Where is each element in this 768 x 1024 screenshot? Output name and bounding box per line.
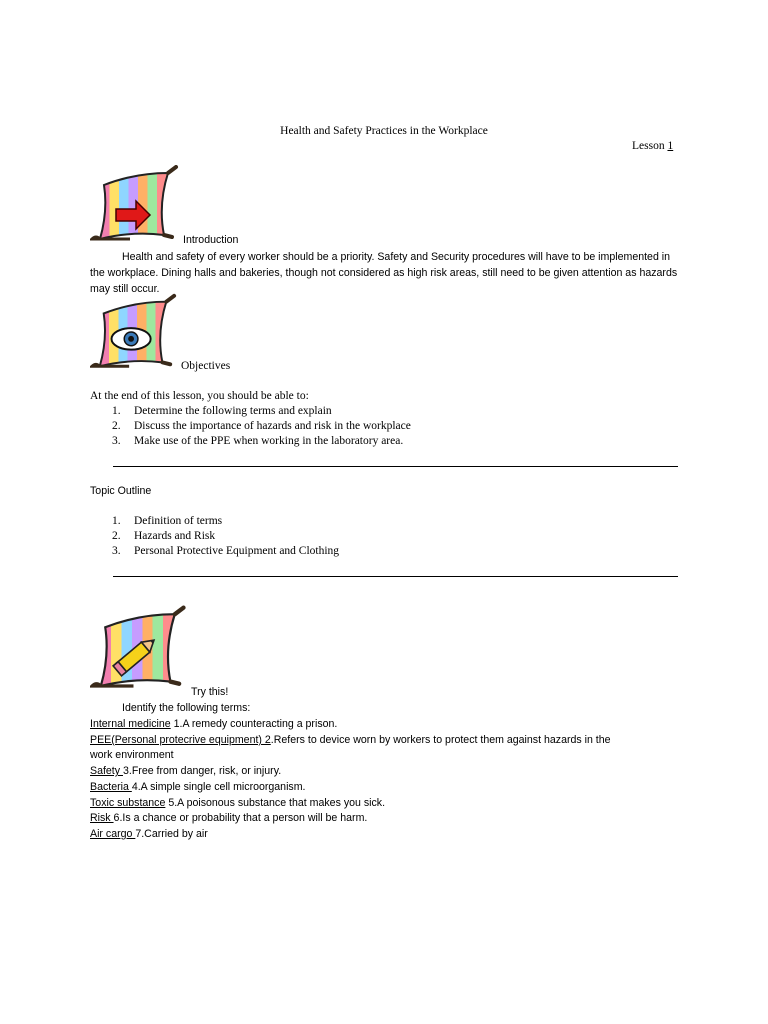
objectives-lead: At the end of this lesson, you should be able to: [90,390,309,402]
try-this-instruction: Identify the following terms: [122,702,251,714]
topic-text: Hazards and Risk [134,530,216,542]
term: Internal medicine [90,718,171,730]
topic-outline-list [90,514,339,559]
eye-icon [90,293,180,373]
objective-item: 2. Discuss the importance of hazards and risk in the workplace [112,420,411,432]
introduction-body: Health and safety of every worker should be a priority. Safety and Security procedures will have to be implemented in the workplace. Dining halls and bakeries, though not considered as high risk areas, still need to be given attention as hazards may still occur. [90,251,678,295]
term-line [90,717,337,733]
definition: 1.A remedy counteracting a prison. [170,718,338,730]
lesson-label [632,140,673,152]
term: Bacteria [90,781,132,793]
pencil-icon [90,603,190,695]
definition: work environment [90,749,174,761]
definition: .Refers to device worn by workers to protect them against hazards in the [270,734,611,746]
term: Toxic substance [90,797,166,809]
definition: 4.A simple single cell microorganism. [131,781,306,793]
definition: 7.Carried by air [135,828,208,840]
term: Safety [90,765,123,777]
term-line [90,748,174,764]
topic-item: 1. Definition of terms [112,515,223,527]
lesson-number: 1 [667,140,674,152]
term-line [90,780,306,796]
definition: 5.A poisonous substance that makes you sick. [165,797,386,809]
definition: 3.Free from danger, risk, or injury. [122,765,282,777]
objective-text: Determine the following terms and explain [134,405,332,417]
topic-outline-heading: Topic Outline [90,485,152,497]
divider [113,576,678,577]
term: PEE(Personal protecrive equipment) 2 [90,734,271,746]
objectives-heading: Objectives [181,360,231,372]
topic-text: Definition of terms [134,515,223,527]
objective-item: 1. Determine the following terms and explain [112,405,332,417]
term-line [90,733,611,749]
objective-text: Discuss the importance of hazards and risk in the workplace [134,420,411,432]
term-line [90,811,367,827]
objectives-list [90,404,411,449]
objective-item: 3. Make use of the PPE when working in the laboratory area. [112,435,404,447]
topic-text: Personal Protective Equipment and Clothing [134,545,340,557]
topic-item: 2. Hazards and Risk [112,530,216,542]
try-this-heading: Try this! [191,686,229,698]
term: Air cargo [90,828,136,840]
introduction-heading: Introduction [183,234,239,246]
term: Risk [90,812,114,824]
term-line [90,827,208,843]
document-title [0,125,768,137]
divider [113,466,678,467]
arrow-icon [90,165,182,245]
term-line [90,764,281,780]
objective-text: Make use of the PPE when working in the laboratory area. [134,435,404,447]
lesson-label-text: Lesson [632,140,668,152]
term-line [90,796,385,812]
definition: 6.Is a chance or probability that a person will be harm. [113,812,368,824]
topic-item: 3. Personal Protective Equipment and Clothing [112,545,340,557]
title-text: Health and Safety Practices in the Workplace [280,125,488,137]
